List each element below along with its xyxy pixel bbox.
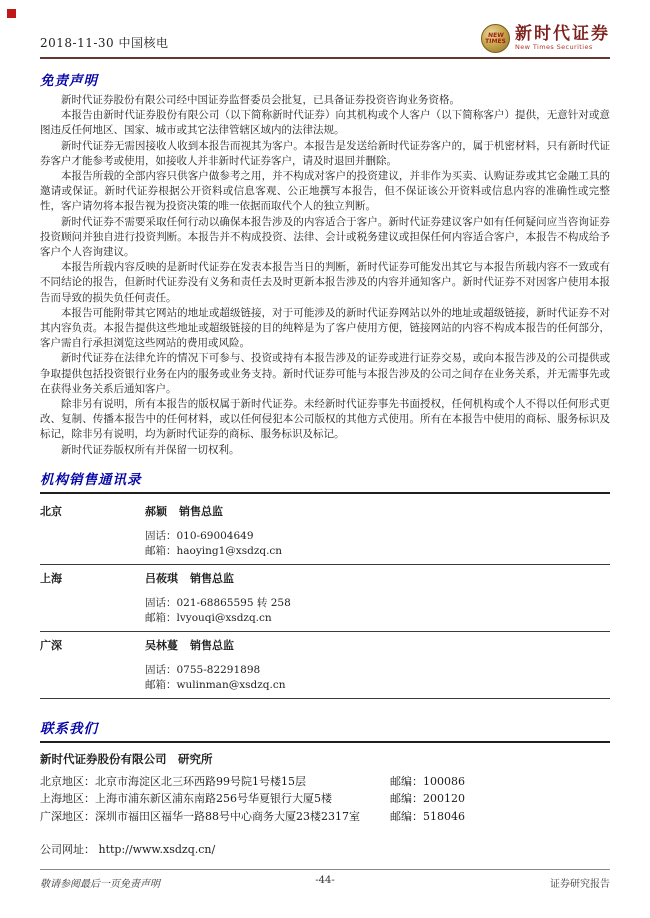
contact-name: 郝颖	[145, 504, 167, 518]
contact-phone: 021-68865595 转 258	[176, 596, 291, 609]
office-address: 上海市浦东新区浦东南路256号华夏银行大厦5楼	[95, 792, 332, 806]
sales-contact-row	[40, 498, 610, 565]
office-region-label: 北京地区：	[40, 774, 95, 788]
contact-name-line	[145, 637, 610, 653]
contact-phone-line	[145, 595, 610, 610]
phone-label: 固话：	[145, 663, 177, 676]
office-zip-cell	[390, 773, 610, 791]
contact-phone-line	[145, 662, 610, 677]
sales-contact-row	[40, 632, 610, 699]
company-name: 新时代证券股份有限公司 研究所	[40, 751, 213, 766]
zip-value: 100086	[423, 774, 465, 788]
contact-region: 北京	[40, 504, 62, 518]
office-region-label: 广深地区：	[40, 809, 95, 823]
disclaimer-paragraph: 新时代证券不需要采取任何行动以确保本报告涉及的内容适合于客户。新时代证券建议客户如有任何疑问应当咨询证券投资顾问并独自进行投资判断。本报告并不构成投资、法律、会计或税务建议或担保任何内容适合客户，本报告不构成给予客户个人咨询建议。	[40, 215, 610, 259]
contact-info	[145, 637, 610, 692]
office-zip-cell	[390, 790, 610, 808]
disclaimer-paragraph: 本报告所载内容反映的是新时代证券在发表本报告当日的判断，新时代证券可能发出其它与本报告所载内容不一致或有不同结论的报告，但新时代证券没有义务和责任去及时更新本报告涉及的内容并通知客户。新时代证券不对因客户使用本报告而导致的损失负任何责任。	[40, 261, 610, 304]
disclaimer-paragraph: 新时代证券在法律允许的情况下可参与、投资或持有本报告涉及的证券或进行证券交易，或向本报告涉及的公司提供或争取提供包括投资银行业务在内的服务或业务支持。新时代证券可能与本报告涉及的公司之间存在业务关系，并无需事先或在获得业务关系后通知客户。	[40, 352, 610, 395]
seal-text-top: NEW	[487, 31, 504, 39]
office-list	[40, 773, 610, 826]
brand-wordmark	[515, 23, 610, 52]
office-address: 深圳市福田区福华一路88号中心商务大厦23楼2317室	[95, 809, 360, 823]
website-label: 公司网址：	[40, 843, 95, 857]
contact-info	[145, 503, 610, 558]
disclaimer-paragraph: 本报告所载的全部内容只供客户做参考之用，并不构成对客户的投资建议，并非作为买卖、认购证券或其它金融工具的邀请或保证。新时代证券根据公开资料或信息客观、公正地撰写本报告，但不保证该公开资料或信息内容的准确性或完整性，客户请勿将本报告视为投资决策的唯一依据而取代个人的独立判断。	[40, 170, 610, 213]
disclaimer-paragraph: 新时代证券股份有限公司经中国证券监督委员会批复，已具备证券投资咨询业务资格。	[61, 94, 460, 106]
contact-phone: 010-69004649	[176, 529, 254, 542]
contact-email-line	[145, 610, 610, 625]
office-address: 北京市海淀区北三环西路99号院1号楼15层	[95, 774, 306, 788]
sales-contact-row	[40, 565, 610, 632]
page-header	[40, 0, 610, 59]
sales-directory-title: 机构销售通讯录	[40, 468, 610, 494]
office-address-cell	[40, 808, 390, 826]
zip-value: 518046	[423, 809, 465, 823]
brand-name-cn: 新时代证券	[515, 23, 610, 44]
disclaimer-title: 免责声明	[40, 73, 98, 89]
contact-name: 吴林蔓	[145, 638, 178, 652]
report-date-title: 2018-11-30 中国核电	[40, 36, 169, 50]
page-footer	[40, 869, 610, 890]
office-region-label: 上海地区：	[40, 792, 95, 806]
contact-role: 销售总监	[190, 571, 234, 585]
newtimes-seal-icon	[481, 24, 510, 53]
office-address-cell	[40, 790, 390, 808]
contact-role: 销售总监	[179, 504, 223, 518]
zip-label: 邮编：	[390, 792, 423, 806]
contact-info	[145, 570, 610, 625]
phone-label: 固话：	[145, 596, 177, 609]
sales-directory-section	[40, 468, 610, 699]
zip-label: 邮编：	[390, 774, 423, 788]
contact-us-section	[40, 717, 610, 858]
contact-email: lvyouqi@xsdzq.cn	[176, 611, 272, 624]
contact-email-line	[145, 543, 610, 558]
office-zip-cell	[390, 808, 610, 826]
contact-region: 上海	[40, 571, 62, 585]
contact-role: 销售总监	[190, 638, 234, 652]
contact-name-line	[145, 503, 610, 519]
contact-name: 吕莜琪	[145, 571, 178, 585]
zip-label: 邮编：	[390, 809, 423, 823]
disclaimer-paragraph: 新时代证券版权所有并保留一切权利。	[61, 443, 240, 456]
disclaimer-paragraph: 本报告可能附带其它网站的地址或超级链接，对于可能涉及的新时代证券网站以外的地址或超级链接，新时代证券不对其内容负责。本报告提供这些地址或超级链接的目的纯粹是为了客户使用方便，链接网站的内容不构成本报告的任何部分，客户需自行承担浏览这些网站的费用或风险。	[40, 306, 610, 350]
disclaimer-section	[40, 69, 610, 458]
disclaimer-paragraphs	[40, 93, 610, 458]
contact-us-title: 联系我们	[40, 717, 610, 743]
footer-disclaimer-note: 敬请参阅最后一页免责声明	[40, 879, 160, 890]
page-number: -44-	[315, 875, 335, 886]
email-label: 邮箱：	[145, 544, 177, 557]
office-row	[40, 773, 610, 791]
email-label: 邮箱：	[145, 611, 177, 624]
office-row	[40, 808, 610, 826]
contact-email-line	[145, 677, 610, 692]
contact-email: haoying1@xsdzq.cn	[176, 544, 283, 557]
contact-phone: 0755-82291898	[176, 663, 261, 676]
email-label: 邮箱：	[145, 678, 177, 691]
disclaimer-paragraph: 本报告由新时代证券股份有限公司（以下简称新时代证券）向其机构或个人客户（以下简称客户）提供，无意针对或意图违反任何地区、国家、城市或其它法律管辖区域内的法律法规。	[40, 109, 610, 137]
contact-region: 广深	[40, 638, 62, 652]
contact-phone-line	[145, 528, 610, 543]
disclaimer-paragraph: 新时代证券无需因接收人收到本报告而视其为客户。本报告是发送给新时代证券客户的，属于机密材料，只有新时代证券客户才能参考或使用，如接收人并非新时代证券客户，请及时退回并删除。	[40, 139, 610, 167]
contact-name-line	[145, 570, 610, 586]
office-row	[40, 790, 610, 808]
zip-value: 200120	[423, 792, 465, 806]
office-address-cell	[40, 773, 390, 791]
website-line	[40, 841, 610, 857]
phone-label: 固话：	[145, 529, 177, 542]
seal-text-bottom: TIMES	[484, 37, 507, 45]
contact-email: wulinman@xsdzq.cn	[176, 678, 286, 691]
footer-report-type: 证券研究报告	[550, 879, 610, 890]
disclaimer-paragraph: 除非另有说明，所有本报告的版权属于新时代证券。未经新时代证券事先书面授权，任何机构或个人不得以任何形式更改、复制、传播本报告中的任何材料，或以任何侵犯本公司版权的其他方式使用。所有在本报告中使用的商标、服务标识及标记，除非另有说明，均为新时代证券的商标、服务标识及标记。	[40, 398, 610, 441]
brand-logo	[481, 24, 610, 53]
brand-name-en: New Times Securities	[515, 43, 593, 52]
website-link[interactable]: http://www.xsdzq.cn/	[98, 843, 216, 857]
red-corner-mark	[7, 9, 16, 18]
sales-contacts	[40, 498, 610, 699]
